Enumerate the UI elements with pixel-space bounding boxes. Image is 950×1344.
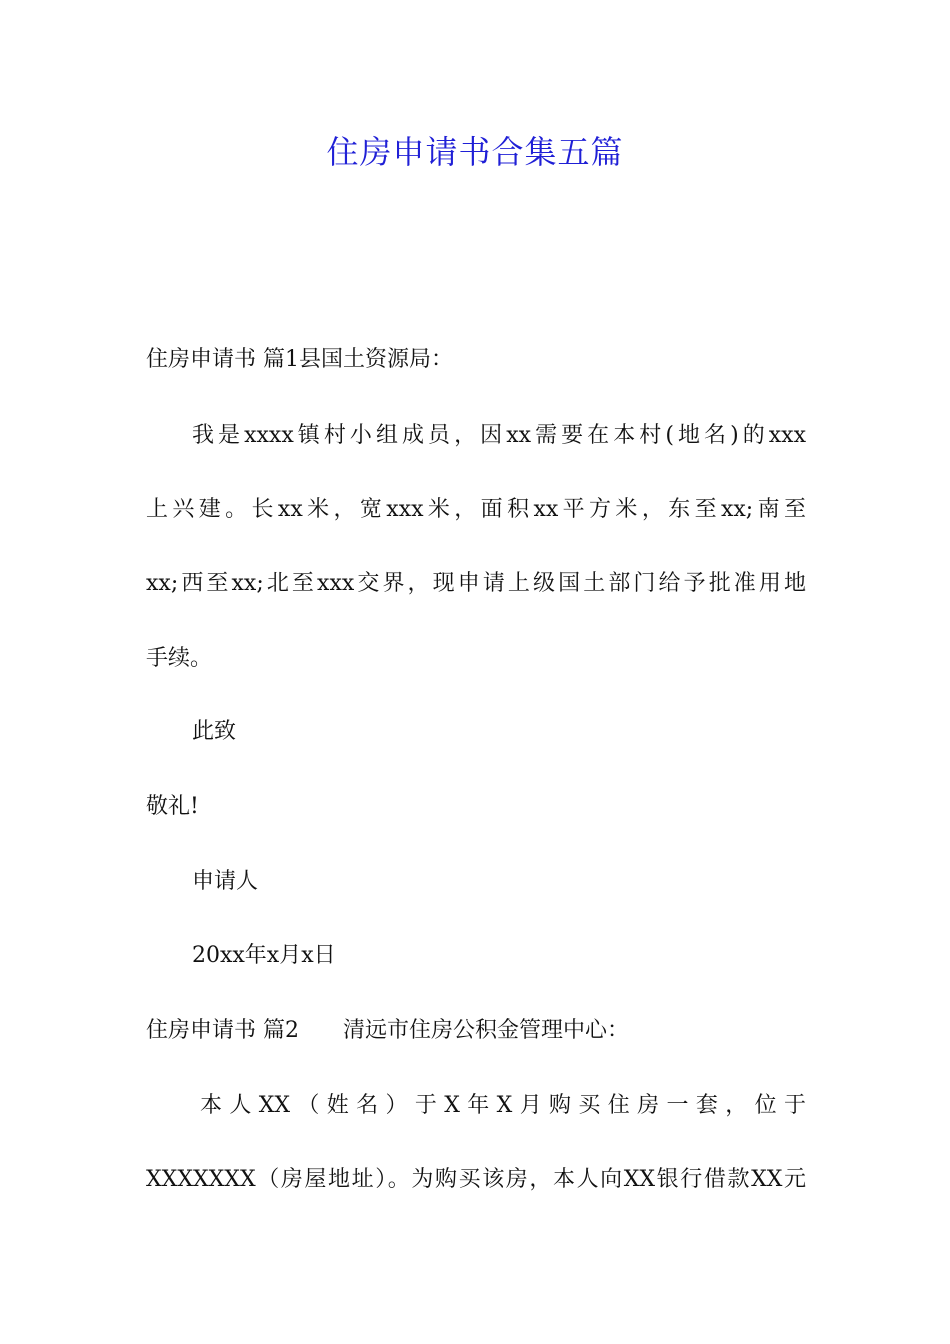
paragraph-line: 本人XX（姓名）于X年X月购买住房一套，位于 [200,1093,806,1118]
applicant-label: 申请人 [192,869,259,894]
section-1-heading: 住房申请书 篇1县国土资源局： [146,347,453,372]
date-line: 20xx年x月x日 [192,943,336,968]
document-title: 住房申请书合集五篇 [326,133,624,171]
paragraph-line: XXXXXXX（房屋地址）。为购买该房，本人向XX银行借款XX元 [146,1167,806,1192]
salutation-line: 敬礼! [146,794,199,819]
paragraph-line: 我是xxxx镇村小组成员，因xx需要在本村(地名)的xxx [192,423,806,448]
section-2-heading: 住房申请书 篇2 清远市住房公积金管理中心： [146,1018,629,1043]
paragraph-line: xx;西至xx;北至xxx交界，现申请上级国土部门给予批准用地 [146,571,806,596]
paragraph-line: 上兴建。长xx米，宽xxx米，面积xx平方米，东至xx;南至 [146,497,806,522]
closing-line: 此致 [192,719,237,744]
paragraph-line: 手续。 [146,646,213,671]
